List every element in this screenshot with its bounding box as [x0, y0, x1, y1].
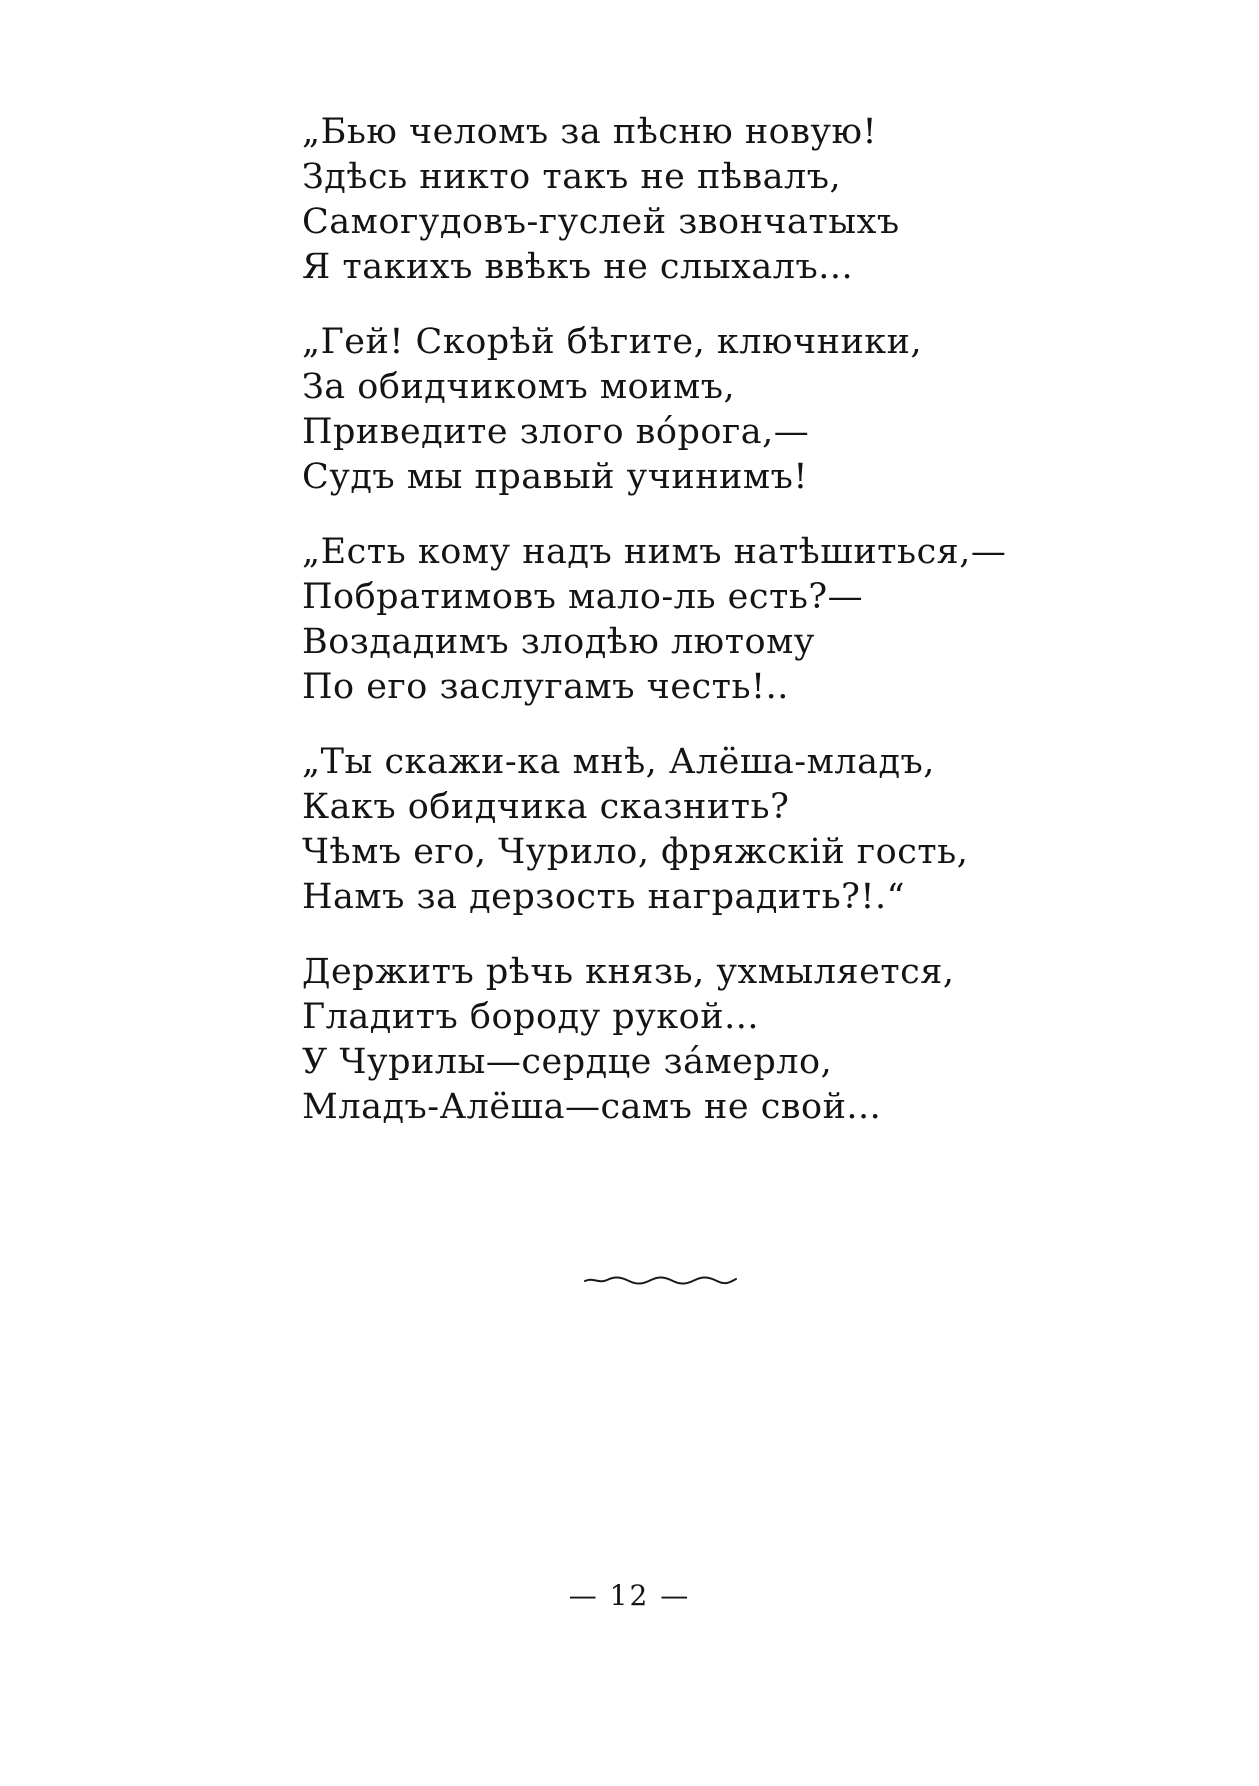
poem-line: За обидчикомъ моимъ,	[302, 367, 736, 407]
stanza-2	[302, 320, 1002, 500]
poem	[302, 110, 1007, 1160]
stanza-3	[302, 530, 1007, 710]
poem-line: Побратимовъ мало-ль есть?—	[302, 577, 864, 617]
stanza-5	[302, 950, 1002, 1130]
poem-line: У Чурилы—сердце за́мерло,	[302, 1042, 833, 1082]
poem-line: Держитъ рѣчь князь, ухмыляется,	[302, 952, 955, 992]
poem-line: Здѣсь никто такъ не пѣвалъ,	[302, 157, 842, 197]
poem-line: Судъ мы правый учинимъ!	[302, 457, 808, 497]
poem-line: Самогудовъ-гуслей звончатыхъ	[302, 202, 900, 242]
poem-line: „Бью челомъ за пѣсню новую!	[302, 112, 878, 152]
poem-line: „Есть кому надъ нимъ натѣшиться,—	[302, 532, 1007, 572]
poem-line: Какъ обидчика сказнить?	[302, 787, 790, 827]
wavy-rule-ornament-icon	[583, 1272, 738, 1288]
poem-line: Намъ за дерзость наградить?!.“	[302, 877, 906, 917]
poem-line: По его заслугамъ честь!..	[302, 667, 789, 707]
poem-line: Приведите злого во́рога,—	[302, 412, 810, 452]
poem-line: Чѣмъ его, Чурило, фряжскій гость,	[302, 832, 969, 872]
poem-line: Воздадимъ злодѣю лютому	[302, 622, 815, 662]
page-number: — 12 —	[568, 1579, 691, 1612]
stanza-1	[302, 110, 1002, 290]
poem-line: Гладитъ бороду рукой...	[302, 997, 759, 1037]
poem-line: Младъ-Алёша—самъ не свой...	[302, 1087, 882, 1127]
stanza-4	[302, 740, 1002, 920]
poem-line: „Гей! Скорѣй бѣгите, ключники,	[302, 322, 923, 362]
poem-line: Я такихъ ввѣкъ не слыхалъ...	[302, 247, 854, 287]
poem-line: „Ты скажи-ка мнѣ, Алёша-младъ,	[302, 742, 935, 782]
